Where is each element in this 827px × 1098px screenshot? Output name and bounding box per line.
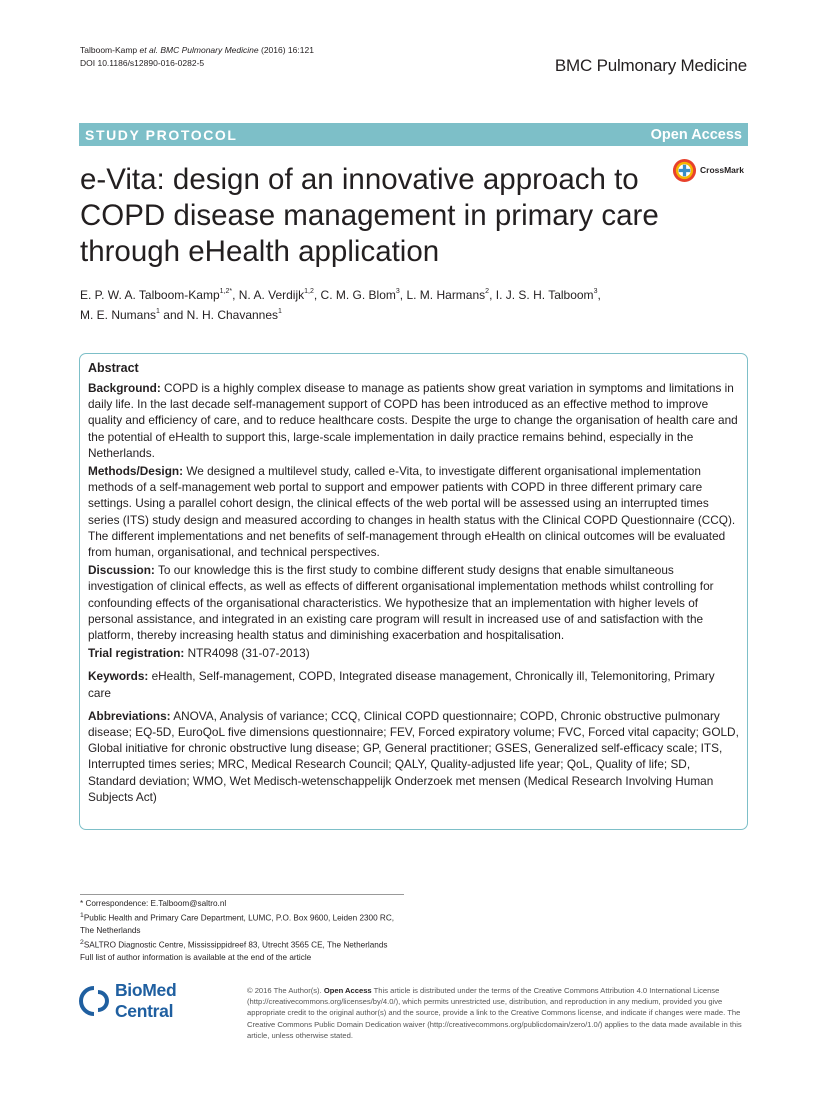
crossmark-icon [672,158,697,183]
author-affiliation: 2 [485,288,490,295]
footnotes [80,898,400,964]
open-access-label: Open Access [650,126,742,143]
article-type-label: STUDY PROTOCOL [85,126,238,143]
license-body: This article is distributed under the terms of the Creative Commons Attribution 4.0 International License (http://creativecommons.org/licenses/by/4.0/), which permits unrestricted use, distribution, and reproduction in any medium, provided you give appropriate credit to the original author(s) and the source, provide a link to the Creative Commons license, and indicate if changes were made. The Creative Commons Public Domain Dedication waiver (http://creativecommons.org/publicdomain/zero/1.0/) applies to the data made available in this article, unless otherwise stated. [247,986,742,1040]
citation-journal: BMC Pulmonary Medicine [160,45,259,55]
keywords-label: Keywords: [88,669,149,684]
author: E. P. W. A. Talboom-Kamp [80,288,220,302]
background-label: Background: [88,381,161,395]
author: N. H. Chavannes [186,308,279,322]
citation-volume: (2016) 16:121 [261,45,314,55]
abbreviations-text: ANOVA, Analysis of variance; CCQ, Clinical COPD questionnaire; COPD, Chronic obstructive pulmonary disease; EQ-5D, EuroQoL five dimensions questionnaire; FEV, Forced expiratory volume; FVC, Forced vital capacity; GOLD, Global initiative for chronic obstructive lung disease; GP, General practitioner; GSES, Generalized self-efficacy scale; ITS, Interrupted times series; MRC, Medical Research Council; QALY, Quality-adjusted life year; QoL, Quality of life; SD, Standard deviation; WMO, Wet Medisch-wetenschappelijk Onderzoek met mensen (Medical Research Involving Human Subjects Act) [88,708,739,804]
author-affiliation: 1 [278,308,282,315]
citation-author: Talboom-Kamp [80,45,138,55]
doi-line: DOI 10.1186/s12890-016-0282-5 [80,58,205,68]
abstract-background [88,380,739,461]
crossmark-label: CrossMark [700,165,744,175]
author-conjunction: and [163,308,184,322]
discussion-text: To our knowledge this is the first study to combine different study designs that enable simultaneous investigation of clinical effects, as well as effects of different organisational implementation methods whilst controlling for confounding effects of the organisational characteristics. We hypothesize that an implementation with higher levels of personal assistance, and integrated in an existing care program will result in increased use of and satisfaction with the platform, thereby increasing health status and diminishing exacerbation and hospitalisation. [88,563,714,643]
article-title: e-Vita: design of an innovative approach to COPD disease management in primary care through eHealth application [80,163,659,268]
trial-text: NTR4098 (31-07-2013) [187,646,310,661]
abstract-trial-registration [88,645,739,661]
article-type-banner [79,123,748,146]
methods-text: We designed a multilevel study, called e-Vita, to investigate different organisational implementation methods of a self-management web portal to support and empower patients with COPD in three different primary care settings. Using a parallel cohort design, the clinical effects of the web portal will be assessed using an interrupted times series (ITS) study design and measured according to changes in health status with the Clinical COPD Questionnaire (CCQ). The different implementations and net benefits of self-management through eHealth on clinical outcomes will be evaluated from human, organisational, and technical perspectives. [88,464,736,560]
author-info-note: Full list of author information is available at the end of the article [80,953,312,963]
journal-name: BMC Pulmonary Medicine [554,56,747,75]
author-affiliation: 1 [156,308,160,315]
author-affiliation: 3 [593,288,598,295]
abstract-discussion [88,562,739,643]
affiliation-1: $^1$Public Health and Primary Care Department, LUMC, P.O. Box 9600, Leiden 2300 RC, The Netherlands [80,912,395,936]
methods-label: Methods/Design: [88,464,184,479]
affiliation-2: $^2$SALTRO Diagnostic Centre, Mississippidreef 83, Utrecht 3565 CE, The Netherlands [80,939,388,951]
author: M. E. Numans [80,308,157,322]
author: N. A. Verdijk [238,288,305,302]
affiliation-number: 1 [80,912,84,920]
keywords-text: eHealth, Self-management, COPD, Integrated disease management, Chronically ill, Telemonitoring, Primary care [88,669,715,700]
author-list: E. P. W. A. Talboom-Kamp$^{1,2*}$, N. A. Verdijk$^{1,2}$, C. M. G. Blom$^3$, L. M. Harmans$^2$, I. J. S. H. Talboom$^3$, M. E. Numans$^1$ and N. H. Chavannes$^1$ [80,288,601,322]
citation-etal: et al. [139,45,158,55]
author: L. M. Harmans [406,288,486,302]
footnote-divider [80,894,404,895]
background-text: COPD is a highly complex disease to manage as patients show great variation in symptoms and limitations in daily life. In the last decade self-management support of COPD has been introduced as an effective method to improve quality and efficiency of care, and to reduce healthcare costs. Despite the urge to change the organisation of health care and the potential of eHealth to support this, large-scale implementation in daily practice remains behind, especially in the Netherlands. [88,381,738,460]
biomed-central-logo-text: BioMed Central [114,980,177,1021]
biomed-central-logo[interactable] [79,980,239,1021]
correspondence: * Correspondence: E.Talboom@saltro.nl [80,899,227,908]
abbreviations-label: Abbreviations: [88,708,171,723]
discussion-label: Discussion: [88,563,155,578]
trial-label: Trial registration: [88,646,185,661]
author: C. M. G. Blom [320,288,396,302]
crossmark-badge[interactable] [672,156,752,184]
author-affiliation: 1,2* [219,288,233,295]
license-text [247,985,749,1041]
affiliation-number: 2 [80,939,84,947]
abstract-abbreviations [88,708,739,805]
copyright: © 2016 The Author(s). [247,986,322,995]
citation-line [80,45,314,56]
author: I. J. S. H. Talboom [495,288,594,302]
abstract-keywords [88,668,739,700]
abstract-methods [88,463,739,560]
abstract-heading: Abstract [88,361,139,375]
biomed-central-logo-icon [79,985,113,1017]
author-affiliation: 1,2 [304,288,314,295]
license-open-access: Open Access [323,986,372,995]
abstract-box [79,353,748,830]
author-affiliation: 3 [395,288,400,295]
